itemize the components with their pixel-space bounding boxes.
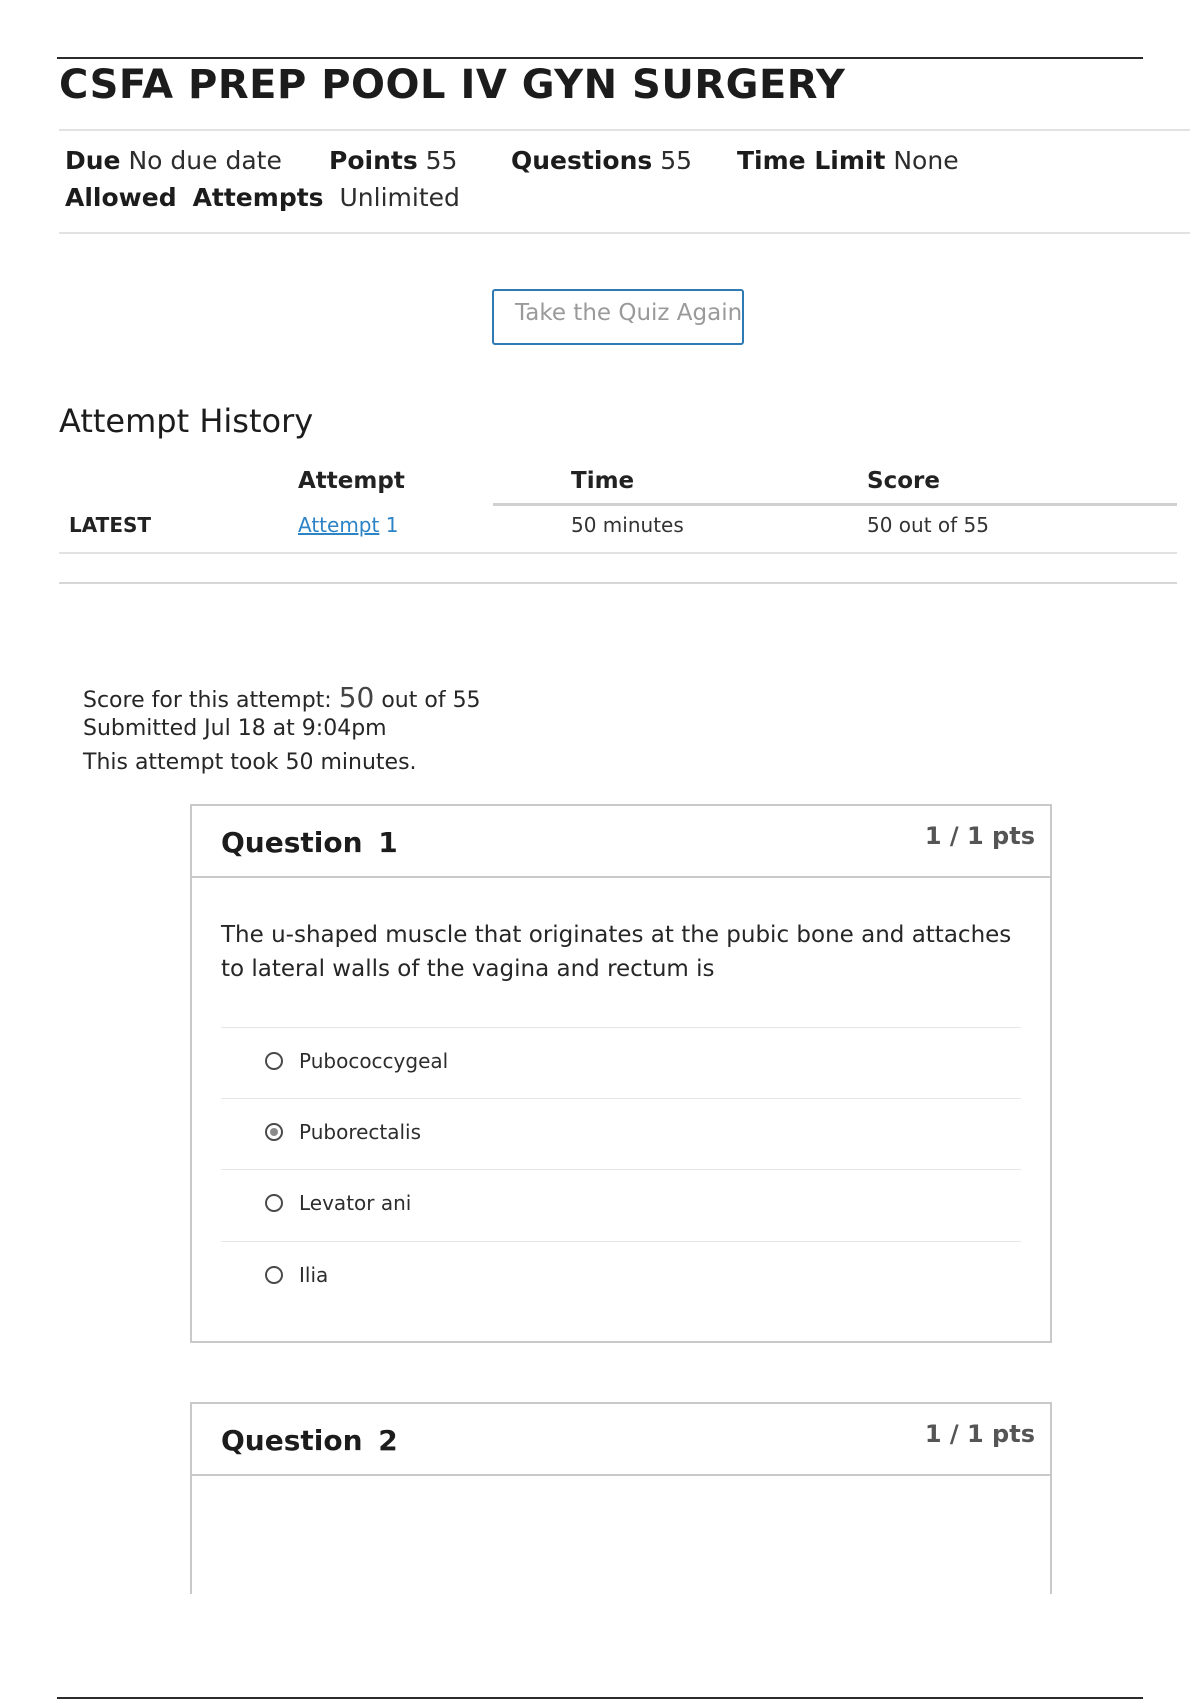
due-label: Due — [65, 146, 121, 175]
question-header — [192, 806, 1050, 878]
question-card — [190, 1402, 1052, 1594]
section-rule — [59, 582, 1177, 584]
time-limit-value: None — [893, 146, 959, 175]
bottom-rule — [57, 1697, 1143, 1699]
radio-button[interactable] — [265, 1194, 283, 1212]
column-header-attempt: Attempt — [298, 468, 405, 494]
score-suffix: out of 55 — [381, 688, 481, 713]
latest-tag: LATEST — [69, 513, 152, 537]
column-header-time: Time — [571, 468, 635, 494]
answer-label: Puborectalis — [299, 1120, 422, 1144]
allowed-attempts-info — [65, 183, 460, 212]
questions-value: 55 — [660, 146, 693, 175]
time-limit-info — [737, 146, 959, 175]
due-value: No due date — [128, 146, 282, 175]
answer-label: Ilia — [299, 1263, 329, 1287]
attempts-value: Unlimited — [339, 183, 460, 212]
time-limit-label: Time Limit — [737, 146, 886, 175]
radio-button-selected[interactable] — [265, 1123, 283, 1141]
question-text: The u-shaped muscle that originates at the pubic bone and attaches to lateral walls of the vagina and rectum is — [221, 922, 1012, 982]
duration-text: This attempt took 50 minutes. — [83, 750, 417, 775]
answer-option[interactable] — [221, 1098, 1021, 1169]
question-header — [192, 1404, 1050, 1476]
top-rule — [57, 57, 1143, 59]
divider — [59, 232, 1190, 234]
question-title: Question 2 — [221, 1424, 398, 1457]
questions-info — [511, 146, 692, 175]
attempts-label: Attempts — [192, 183, 324, 212]
column-header-score: Score — [867, 468, 940, 494]
attempt-number: 1 — [385, 513, 399, 537]
points-value: 55 — [425, 146, 458, 175]
divider — [59, 129, 1190, 131]
answer-option[interactable] — [221, 1027, 1021, 1098]
attempt-history-heading: Attempt History — [59, 402, 314, 440]
answer-option[interactable] — [221, 1241, 1021, 1312]
attempt-cell — [298, 513, 398, 537]
due-info — [65, 146, 282, 175]
take-quiz-again-button[interactable]: Take the Quiz Again — [492, 289, 744, 345]
points-label: Points — [329, 146, 418, 175]
table-header-rule — [493, 503, 1177, 506]
radio-button[interactable] — [265, 1052, 283, 1070]
answer-label: Levator ani — [299, 1191, 412, 1215]
attempt-link[interactable]: Attempt — [298, 513, 380, 537]
score-prefix: Score for this attempt: — [83, 688, 332, 713]
table-row-rule — [59, 552, 1177, 554]
score-value: 50 — [338, 681, 375, 714]
question-points: 1 / 1 pts — [924, 1420, 1035, 1448]
answer-option[interactable] — [221, 1169, 1021, 1240]
page-title: CSFA PREP POOL IV GYN SURGERY — [59, 62, 846, 108]
submitted-text: Submitted Jul 18 at 9:04pm — [83, 716, 387, 741]
score-cell: 50 out of 55 — [867, 513, 990, 537]
time-cell: 50 minutes — [571, 513, 684, 537]
questions-label: Questions — [511, 146, 653, 175]
allowed-label: Allowed — [65, 183, 177, 212]
question-title: Question 1 — [221, 826, 398, 859]
answer-label: Pubococcygeal — [299, 1049, 449, 1073]
question-points: 1 / 1 pts — [924, 822, 1035, 850]
score-summary — [83, 681, 481, 714]
radio-button[interactable] — [265, 1266, 283, 1284]
question-card — [190, 804, 1052, 1343]
points-info — [329, 146, 457, 175]
